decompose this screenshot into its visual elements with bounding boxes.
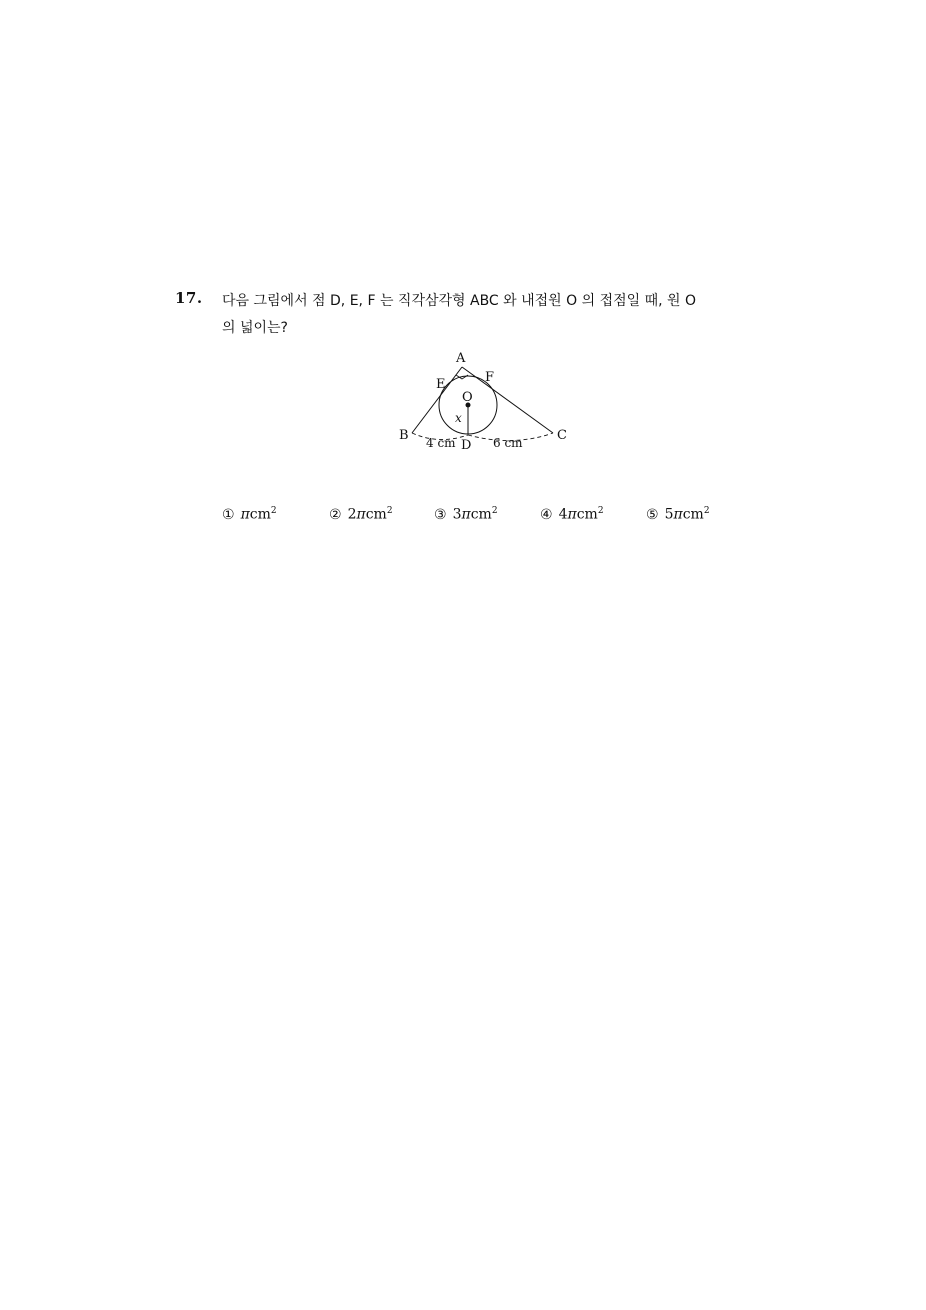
label-x: x (455, 411, 462, 425)
choice-2-pi: π (356, 506, 366, 523)
choice-2-number: ② (329, 506, 342, 523)
choice-3-unit: cm (470, 506, 492, 523)
triangle-incircle-figure (395, 347, 575, 457)
choice-2-exponent: 2 (386, 506, 393, 516)
label-o: O (462, 390, 473, 405)
label-c: C (557, 428, 567, 443)
choice-5-number: ⑤ (646, 506, 659, 523)
choice-3-exponent: 2 (491, 506, 498, 516)
choice-5[interactable] (646, 506, 710, 523)
choice-2-coefficient: 2 (347, 506, 357, 523)
label-e: E (436, 377, 446, 392)
choice-1-pi: π (240, 506, 250, 523)
label-d: D (461, 438, 472, 453)
question-text-line-1: 다음 그림에서 점 D, E, F 는 직각삼각형 ABC 와 내접원 O 의 접점일 때, 원 O (222, 293, 697, 309)
choice-4-coefficient: 4 (558, 506, 568, 523)
choice-4-number: ④ (540, 506, 553, 523)
problem-number: 17. (175, 289, 203, 307)
label-dc-length: 6 cm (493, 436, 523, 450)
choice-3-number: ③ (434, 506, 447, 523)
choice-4-pi: π (567, 506, 577, 523)
choice-5-pi: π (673, 506, 683, 523)
choice-4-exponent: 2 (597, 506, 604, 516)
label-a: A (456, 351, 466, 366)
choice-4[interactable] (540, 506, 604, 523)
choice-5-unit: cm (682, 506, 704, 523)
question-text-line-2: 의 넓이는? (222, 320, 288, 336)
choice-5-coefficient: 5 (664, 506, 674, 523)
label-bd-length: 4 cm (426, 436, 456, 450)
choice-1[interactable] (222, 506, 277, 523)
choice-3-coefficient: 3 (452, 506, 462, 523)
choice-5-exponent: 2 (703, 506, 710, 516)
label-b: B (399, 428, 409, 443)
choice-1-unit: cm (249, 506, 271, 523)
label-f: F (485, 370, 495, 385)
choice-2[interactable] (329, 506, 393, 523)
choice-4-unit: cm (576, 506, 598, 523)
choice-2-unit: cm (365, 506, 387, 523)
choice-1-number: ① (222, 506, 235, 523)
choice-3[interactable] (434, 506, 498, 523)
choice-3-pi: π (461, 506, 471, 523)
choice-1-exponent: 2 (270, 506, 277, 516)
